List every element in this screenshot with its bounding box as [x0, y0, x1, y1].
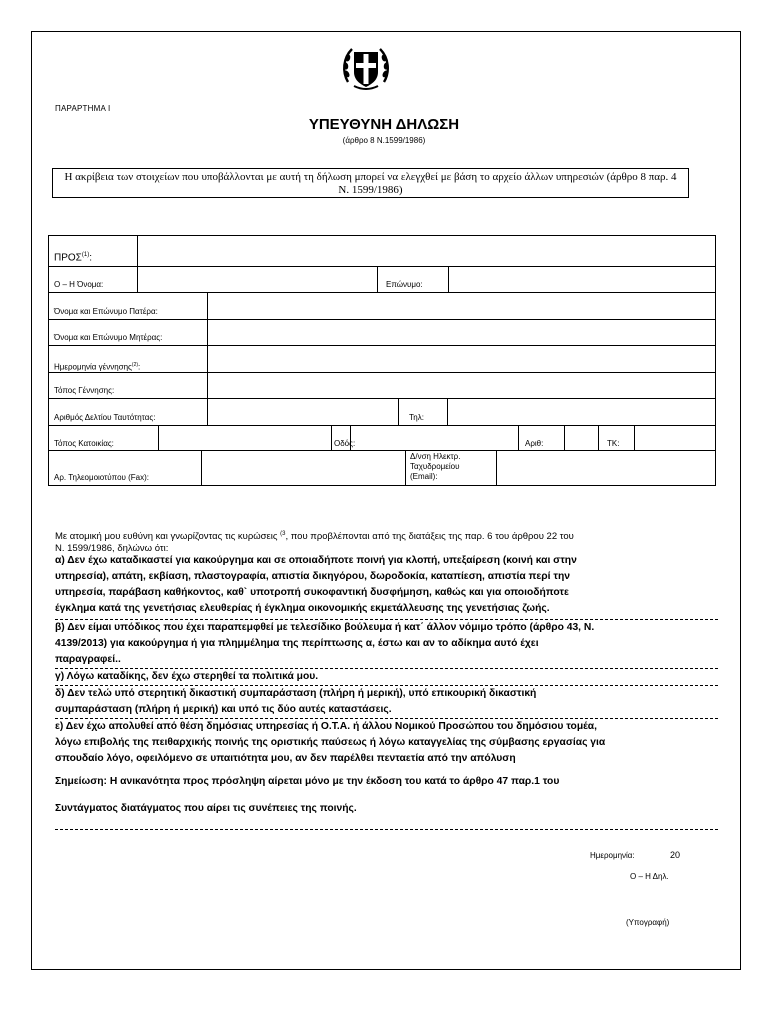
- birth-date-field[interactable]: [211, 350, 711, 368]
- first-name-field[interactable]: [141, 271, 373, 289]
- street-label: Οδός:: [334, 439, 356, 448]
- zip-code-field[interactable]: [638, 429, 712, 447]
- email-field[interactable]: [500, 458, 712, 476]
- clause-a: α) Δεν έχω καταδικαστεί για κακούργημα και σε οποιαδήποτε ποινή για κλοπή, υπεξαίρεση (κοινή και στην υπηρεσία), απάτη, εκβίαση, πλαστογραφία, απιστία δικηγόρου, δωροδοκία, καταπίεση, απιστία περί την υπηρεσία, παράβαση καθήκοντος, καθ` υποτροπή συκοφαντική δυσφήμηση, καθώς και για οποιοδήποτε έγκλημα κατά της γενετήσιας ελευθερίας ή έγκλημα οικονομικής εκμετάλλευσης της γενετήσιας ζωής.: [55, 555, 577, 614]
- street-field[interactable]: [354, 429, 514, 447]
- year-prefix: 20: [670, 850, 681, 860]
- note-continued: Συντάγματος διατάγματος που αίρει τις συνέπειες της ποινής.: [55, 803, 357, 814]
- to-field[interactable]: [141, 242, 711, 260]
- id-card-field[interactable]: [211, 403, 394, 421]
- to-label: ΠΡΟΣ$^{(1)}$:: [54, 252, 92, 264]
- birth-date-label: Ημερομηνία γέννησης$^{(2)}$:: [54, 362, 141, 372]
- note: Σημείωση: Η ανικανότητα προς πρόσληψη αίρεται μόνο με την έκδοση του κατά το άρθρο 47 παρ.1 του: [55, 776, 560, 787]
- fax-label: Αρ. Τηλεομοιοτύπου (Fax):: [54, 473, 149, 482]
- clause-b: β) Δεν είμαι υπόδικος που έχει παραπεμφθεί με τελεσίδικο βούλευμα ή κατ΄ άλλον νόμιμο τρόπο (άρθρο 43, Ν. 4139/2013) για κακούργημα ή για πλημμέλημα της περίπτωσης α, έστω και αν το αδίκημα αυτό έχει παραγραφεί..: [55, 622, 595, 665]
- phone-field[interactable]: [451, 403, 711, 421]
- surname-label: Επώνυμο:: [386, 280, 423, 289]
- phone-label: Τηλ:: [409, 413, 424, 422]
- clause-e: ε) Δεν έχω απολυθεί από θέση δημόσιας υπηρεσίας ή Ο.Τ.Α. ή άλλου Νομικού Προσώπου του δημόσιου τομέα, λόγω επιβολής της πειθαρχικής ποινής της οριστικής παύσεως ή λόγω καταγγελίας της σύμβασης εργασίας για σπουδαίο λόγο, οφειλόμενο σε υπαιτιότητα μου, αν δεν παρέλθει πενταετία από την απόλυση: [55, 721, 606, 764]
- surname-field[interactable]: [452, 271, 712, 289]
- clause-d: δ) Δεν τελώ υπό στερητική δικαστική συμπαράσταση (πλήρη ή μερική), υπό επικουρική δικαστική συμπαράσταση (πλήρη ή μερική) και υπό τις δύο αυτές καταστάσεις.: [55, 688, 537, 715]
- fax-field[interactable]: [205, 458, 401, 476]
- father-name-label: Όνομα και Επώνυμο Πατέρα:: [54, 307, 158, 316]
- mother-name-label: Όνομα και Επώνυμο Μητέρας:: [54, 333, 163, 342]
- signature-label: (Υπογραφή): [626, 918, 670, 927]
- accuracy-notice: Η ακρίβεια των στοιχείων που υποβάλλονται με αυτή τη δήλωση μπορεί να ελεγχθεί με βάση το αρχείο άλλων υπηρεσιών (άρθρο 8 παρ. 4 Ν. 1599/1986): [52, 168, 689, 198]
- street-number-label: Αριθ:: [525, 439, 544, 448]
- email-label: Δ/νση Ηλεκτρ. Ταχυδρομείου (Email):: [410, 452, 461, 481]
- mother-name-field[interactable]: [211, 324, 711, 342]
- clause-c: γ) Λόγω καταδίκης, δεν έχω στερηθεί τα πολιτικά μου.: [55, 671, 319, 682]
- declaration-intro: Με ατομική μου ευθύνη και γνωρίζοντας τις κυρώσεις $^{(3}$, που προβλέπονται από της διατάξεις της παρ. 6 του άρθρου 22 του Ν. 1599/1986, δηλώνω ότι:: [55, 531, 574, 555]
- first-name-label: Ο – Η Όνομα:: [54, 280, 104, 289]
- birth-place-field[interactable]: [211, 377, 711, 395]
- document-title: ΥΠΕΥΘΥΝΗ ΔΗΛΩΣΗ: [308, 116, 460, 133]
- separator-line: [55, 829, 718, 830]
- document-subtitle: (άρθρο 8 Ν.1599/1986): [342, 136, 426, 145]
- residence-label: Τόπος Κατοικίας:: [54, 439, 114, 448]
- residence-field[interactable]: [162, 429, 327, 447]
- birth-place-label: Τόπος Γέννησης:: [54, 386, 115, 395]
- id-card-label: Αριθμός Δελτίου Ταυτότητας:: [54, 413, 156, 422]
- declarant-label: Ο – Η Δηλ.: [630, 872, 669, 881]
- father-name-field[interactable]: [211, 297, 711, 315]
- annex-label: ΠΑΡΑΡΤΗΜΑ Ι: [55, 104, 111, 113]
- personal-details-form: [48, 235, 716, 486]
- date-label: Ημερομηνία:: [590, 851, 635, 860]
- greek-coat-of-arms-emblem: [340, 42, 392, 94]
- zip-code-label: ΤΚ:: [607, 439, 620, 448]
- street-number-field[interactable]: [567, 429, 595, 447]
